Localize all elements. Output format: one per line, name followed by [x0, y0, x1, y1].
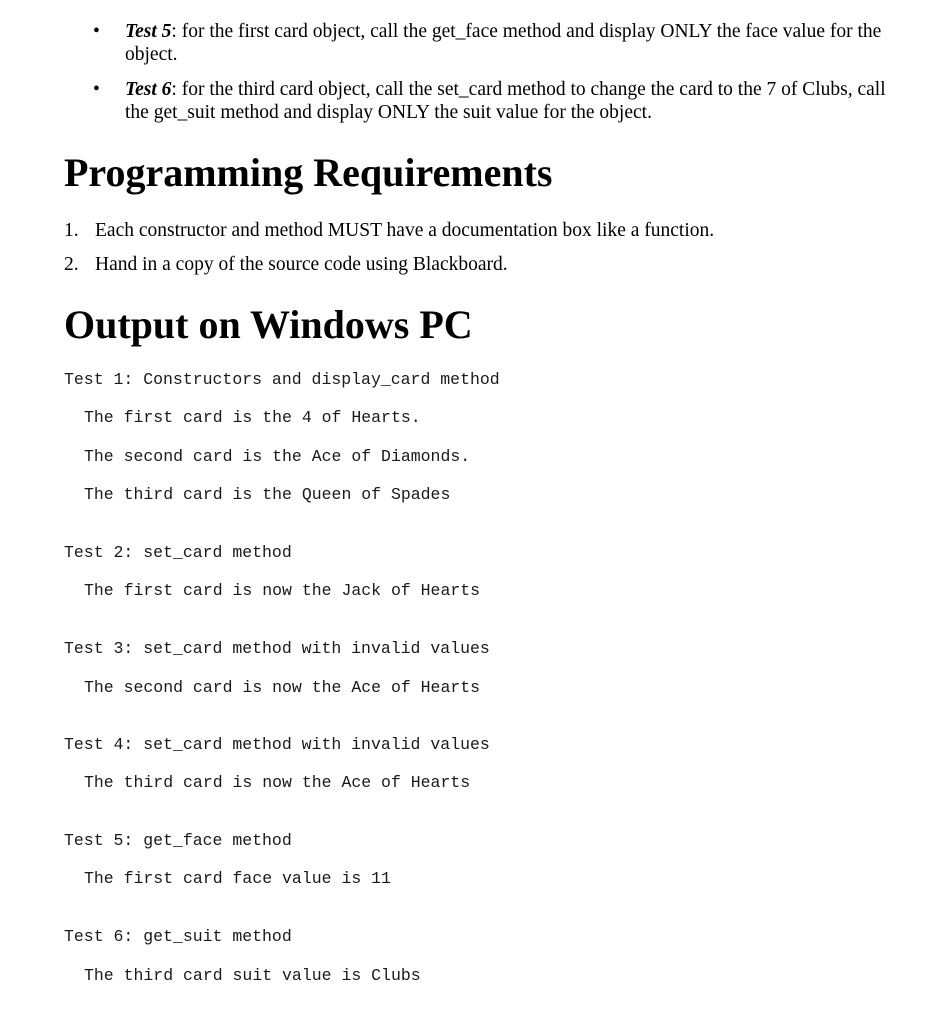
test-title: Test 3: set_card method with invalid values — [64, 639, 490, 658]
test-title: Test 5: get_face method — [64, 831, 292, 850]
list-number: 2. — [64, 254, 79, 275]
list-number: 1. — [64, 220, 79, 241]
output-line: The second card is the Ace of Diamonds. — [84, 447, 471, 466]
output-line: The third card is the Queen of Spades — [84, 485, 451, 504]
test-title: Test 1: Constructors and display_card method — [64, 370, 500, 389]
output-line: The first card face value is 11 — [84, 869, 391, 888]
output-line: The second card is now the Ace of Hearts — [84, 678, 481, 697]
bullet-icon: • — [93, 79, 100, 100]
output-line: The third card is now the Ace of Hearts — [84, 773, 471, 792]
bullet-label: Test 5 — [125, 21, 172, 42]
output-line: The first card is now the Jack of Hearts — [84, 581, 481, 600]
requirement-text: Each constructor and method MUST have a documentation box like a function. — [95, 220, 715, 241]
output-heading: Output on Windows PC — [64, 302, 473, 347]
bullet-label: Test 6 — [125, 79, 172, 100]
bullet-text: : for the first card object, call the get_face method and display ONLY the face value for the object. — [125, 21, 882, 65]
requirement-text: Hand in a copy of the source code using Blackboard. — [95, 254, 508, 275]
output-line: The first card is the 4 of Hearts. — [84, 408, 421, 427]
bullet-text: : for the third card object, call the set_card method to change the card to the 7 of Clubs, call the get_suit method and display ONLY the suit value for the object. — [125, 79, 886, 123]
test-title: Test 4: set_card method with invalid values — [64, 735, 490, 754]
test-title: Test 2: set_card method — [64, 543, 292, 562]
programming-requirements-heading: Programming Requirements — [64, 150, 553, 195]
output-line: The third card suit value is Clubs — [84, 966, 421, 985]
bullet-icon: • — [93, 21, 100, 42]
test-title: Test 6: get_suit method — [64, 927, 292, 946]
